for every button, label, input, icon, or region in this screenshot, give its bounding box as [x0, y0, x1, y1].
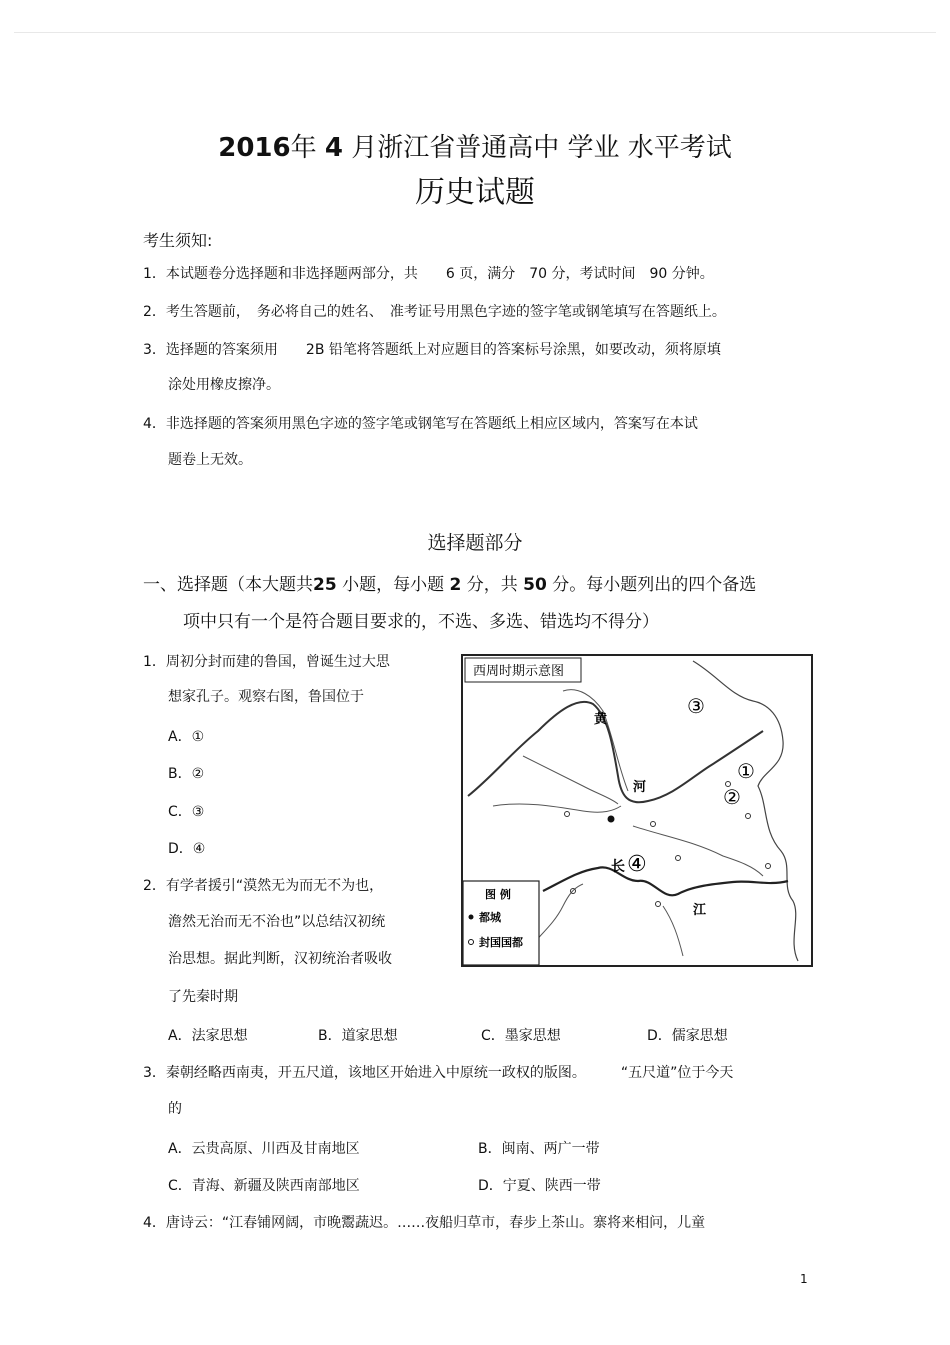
- map-marker-1: ①: [737, 759, 755, 783]
- title-nian: 年: [290, 133, 325, 163]
- notice-item-3-cont: 涂处用橡皮擦净。: [168, 377, 280, 393]
- map-title: 西周时期示意图: [473, 664, 565, 679]
- map-legend-title: 图 例: [485, 888, 511, 901]
- q3-stem: 3．秦朝经略西南夷，开五尺道，该地区开始进入中原统一政权的版图。 “五尺道”位于今天: [143, 1065, 734, 1081]
- map-yangtze-river: [543, 867, 788, 895]
- top-rule: [14, 32, 936, 33]
- q3-stem-cont: 的: [168, 1101, 182, 1117]
- q4-stem: 4．唐诗云：“江春铺网阔，市晚鬻蔬迟。……夜船归草市，春步上茶山。寨将来相问，儿童: [143, 1215, 706, 1231]
- q3-option-b: B．闽南、两广一带: [478, 1141, 600, 1157]
- map-coastline: [693, 661, 798, 961]
- map-fief-dot: [565, 812, 570, 817]
- notice-item-3: 3．选择题的答案须用 2B 铅笔将答题纸上对应题目的答案标号涂黑，如要改动，须将原填: [143, 342, 721, 358]
- map-marker-2: ②: [723, 785, 741, 809]
- notice-heading: 考生须知:: [143, 231, 213, 250]
- map-label-he: 河: [633, 780, 647, 795]
- part-instructions: 一、选择题（本大题共25 小题，每小题 2 分，共 50 分。每小题列出的四个备选: [143, 575, 757, 595]
- map-fief-dot: [656, 902, 661, 907]
- q3-option-d: D．宁夏、陕西一带: [478, 1178, 601, 1194]
- title-year: 2016: [218, 133, 291, 163]
- page-subtitle: 历史试题: [415, 175, 535, 210]
- notice-item-1: 1．本试题卷分选择题和非选择题两部分，共 6 页，满分 70 分，考试时间 90 分钟。: [143, 266, 714, 282]
- map-tributary: [523, 756, 618, 804]
- map-capital-dot: [608, 816, 615, 823]
- q2-stem-2: 澹然无治而无不治也”以总结汉初统: [168, 914, 386, 930]
- q2-option-d: D．儒家思想: [647, 1028, 728, 1044]
- q3-option-a: A．云贵高原、川西及甘南地区: [168, 1141, 360, 1157]
- title-month: 4: [324, 133, 343, 163]
- q1-option-a: A．①: [168, 729, 205, 745]
- map-tributary: [663, 906, 683, 956]
- map-drawing: [463, 656, 811, 965]
- notice-item-2: 2．考生答题前， 务必将自己的姓名、 准考证号用黑色字迹的签字笔或钢笔填写在答题纸上。: [143, 304, 726, 320]
- q2-stem-4: 了先秦时期: [168, 989, 238, 1005]
- map-marker-3: ③: [687, 694, 705, 718]
- map-tributary: [633, 826, 763, 876]
- notice-item-4-cont: 题卷上无效。: [168, 452, 252, 468]
- q2-stem-3: 治思想。据此判断，汉初统治者吸收: [168, 951, 392, 967]
- map-fief-dot: [746, 814, 751, 819]
- map-fief-dot: [676, 856, 681, 861]
- notice-item-4: 4．非选择题的答案须用黑色字迹的签字笔或钢笔写在答题纸上相应区域内，答案写在本试: [143, 416, 698, 432]
- map-label-huang: 黄: [594, 712, 608, 727]
- map-legend-capital-symbol: [469, 915, 474, 920]
- q1-stem: 1．周初分封而建的鲁国，曾诞生过大思: [143, 654, 390, 670]
- map-fief-dot: [766, 864, 771, 869]
- q2-option-a: A．法家思想: [168, 1028, 248, 1044]
- title-rest: 月浙江省普通高中 学业 水平考试: [342, 133, 732, 163]
- q2-option-c: C．墨家思想: [481, 1028, 561, 1044]
- map-legend-fief: 封国国都: [479, 936, 523, 949]
- q1-option-b: B．②: [168, 766, 205, 782]
- map-tributary: [493, 804, 621, 812]
- q1-stem-cont: 想家孔子。观察右图，鲁国位于: [168, 689, 364, 705]
- q3-option-c: C．青海、新疆及陕西南部地区: [168, 1178, 360, 1194]
- q2-stem: 2．有学者援引“漠然无为而无不为也，: [143, 878, 384, 894]
- map-label-jiang: 江: [693, 903, 707, 918]
- western-zhou-map: [461, 654, 813, 967]
- map-label-chang: 长: [611, 859, 625, 875]
- page-title: [0, 132, 950, 164]
- page-number: 1: [800, 1272, 808, 1286]
- q1-option-c: C．③: [168, 804, 205, 820]
- q2-option-b: B．道家思想: [318, 1028, 398, 1044]
- map-marker-4: ④: [627, 852, 647, 877]
- map-legend-capital: 都城: [479, 911, 501, 924]
- q1-option-d: D．④: [168, 841, 206, 857]
- section-title: 选择题部分: [427, 532, 523, 554]
- part-instructions-cont: 项中只有一个是符合题目要求的，不选、多选、错选均不得分）: [183, 612, 659, 632]
- map-fief-dot: [651, 822, 656, 827]
